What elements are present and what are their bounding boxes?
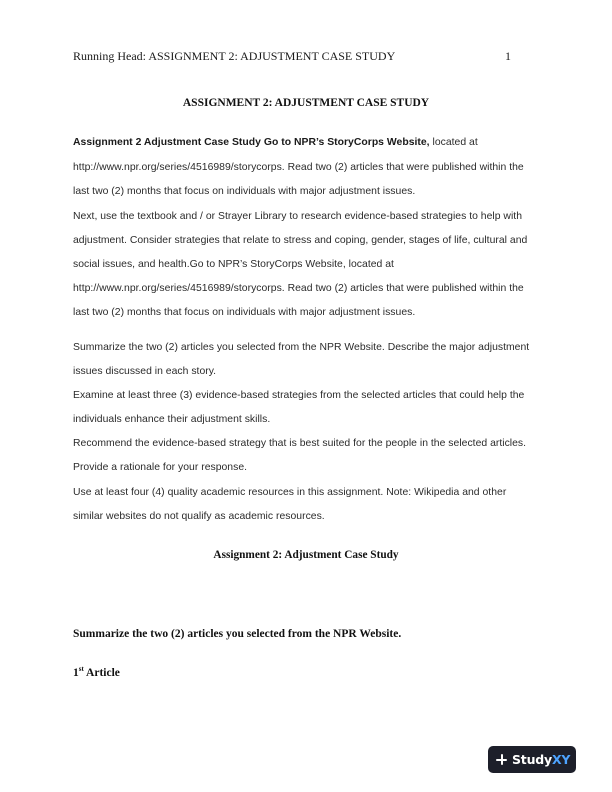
document-title: ASSIGNMENT 2: ADJUSTMENT CASE STUDY: [182, 97, 430, 109]
section-subtitle: Assignment 2: Adjustment Case Study: [213, 549, 399, 561]
instruction-line: issues discussed in each story.: [73, 366, 217, 377]
plus-icon: [496, 754, 507, 765]
article-number: 1: [73, 667, 79, 679]
brand-logo-text: [512, 752, 570, 767]
brand-accent: XY: [551, 752, 571, 767]
intro-line: Next, use the textbook and / or Strayer Library to research evidence-based strategies to help with: [73, 211, 522, 222]
intro-line: last two (2) months that focus on individuals with major adjustment issues.: [73, 186, 416, 197]
instruction-line: Provide a rationale for your response.: [73, 462, 248, 473]
intro-line-lead: [73, 137, 478, 148]
intro-line: http://www.npr.org/series/4516989/storycorps. Read two (2) articles that were published within the: [73, 283, 524, 294]
summarize-heading: Summarize the two (2) articles you selected from the NPR Website.: [73, 628, 402, 640]
instruction-line: Use at least four (4) quality academic resources in this assignment. Note: Wikipedia and other: [73, 487, 507, 498]
page-number: 1: [505, 49, 511, 63]
studyxy-watermark-badge[interactable]: [488, 746, 576, 773]
intro-line: social issues, and health.Go to NPR’s StoryCorps Website, located at: [73, 259, 394, 270]
instruction-line: similar websites do not qualify as academic resources.: [73, 511, 325, 522]
instruction-line: Examine at least three (3) evidence-based strategies from the selected articles that could help the: [73, 390, 525, 401]
intro-lead-bold: Assignment 2 Adjustment Case Study Go to NPR’s StoryCorps Website,: [73, 137, 430, 148]
article-label: Article: [83, 667, 120, 679]
intro-line: http://www.npr.org/series/4516989/storycorps. Read two (2) articles that were published within the: [73, 162, 524, 173]
instruction-line: Summarize the two (2) articles you selected from the NPR Website. Describe the major adjustment: [73, 342, 530, 353]
intro-line: adjustment. Consider strategies that relate to stress and coping, gender, stages of life, cultural and: [73, 235, 528, 246]
brand-main: Study: [512, 752, 552, 767]
instruction-line: Recommend the evidence-based strategy that is best suited for the people in the selected articles.: [73, 438, 527, 449]
instruction-line: individuals enhance their adjustment skills.: [73, 414, 271, 425]
intro-line: last two (2) months that focus on individuals with major adjustment issues.: [73, 307, 416, 318]
article-ordinal-suffix: st: [78, 665, 84, 673]
article-heading: [73, 667, 120, 679]
intro-lead-rest: located at: [429, 137, 478, 148]
running-head: Running Head: ASSIGNMENT 2: ADJUSTMENT CASE STUDY: [73, 49, 396, 63]
